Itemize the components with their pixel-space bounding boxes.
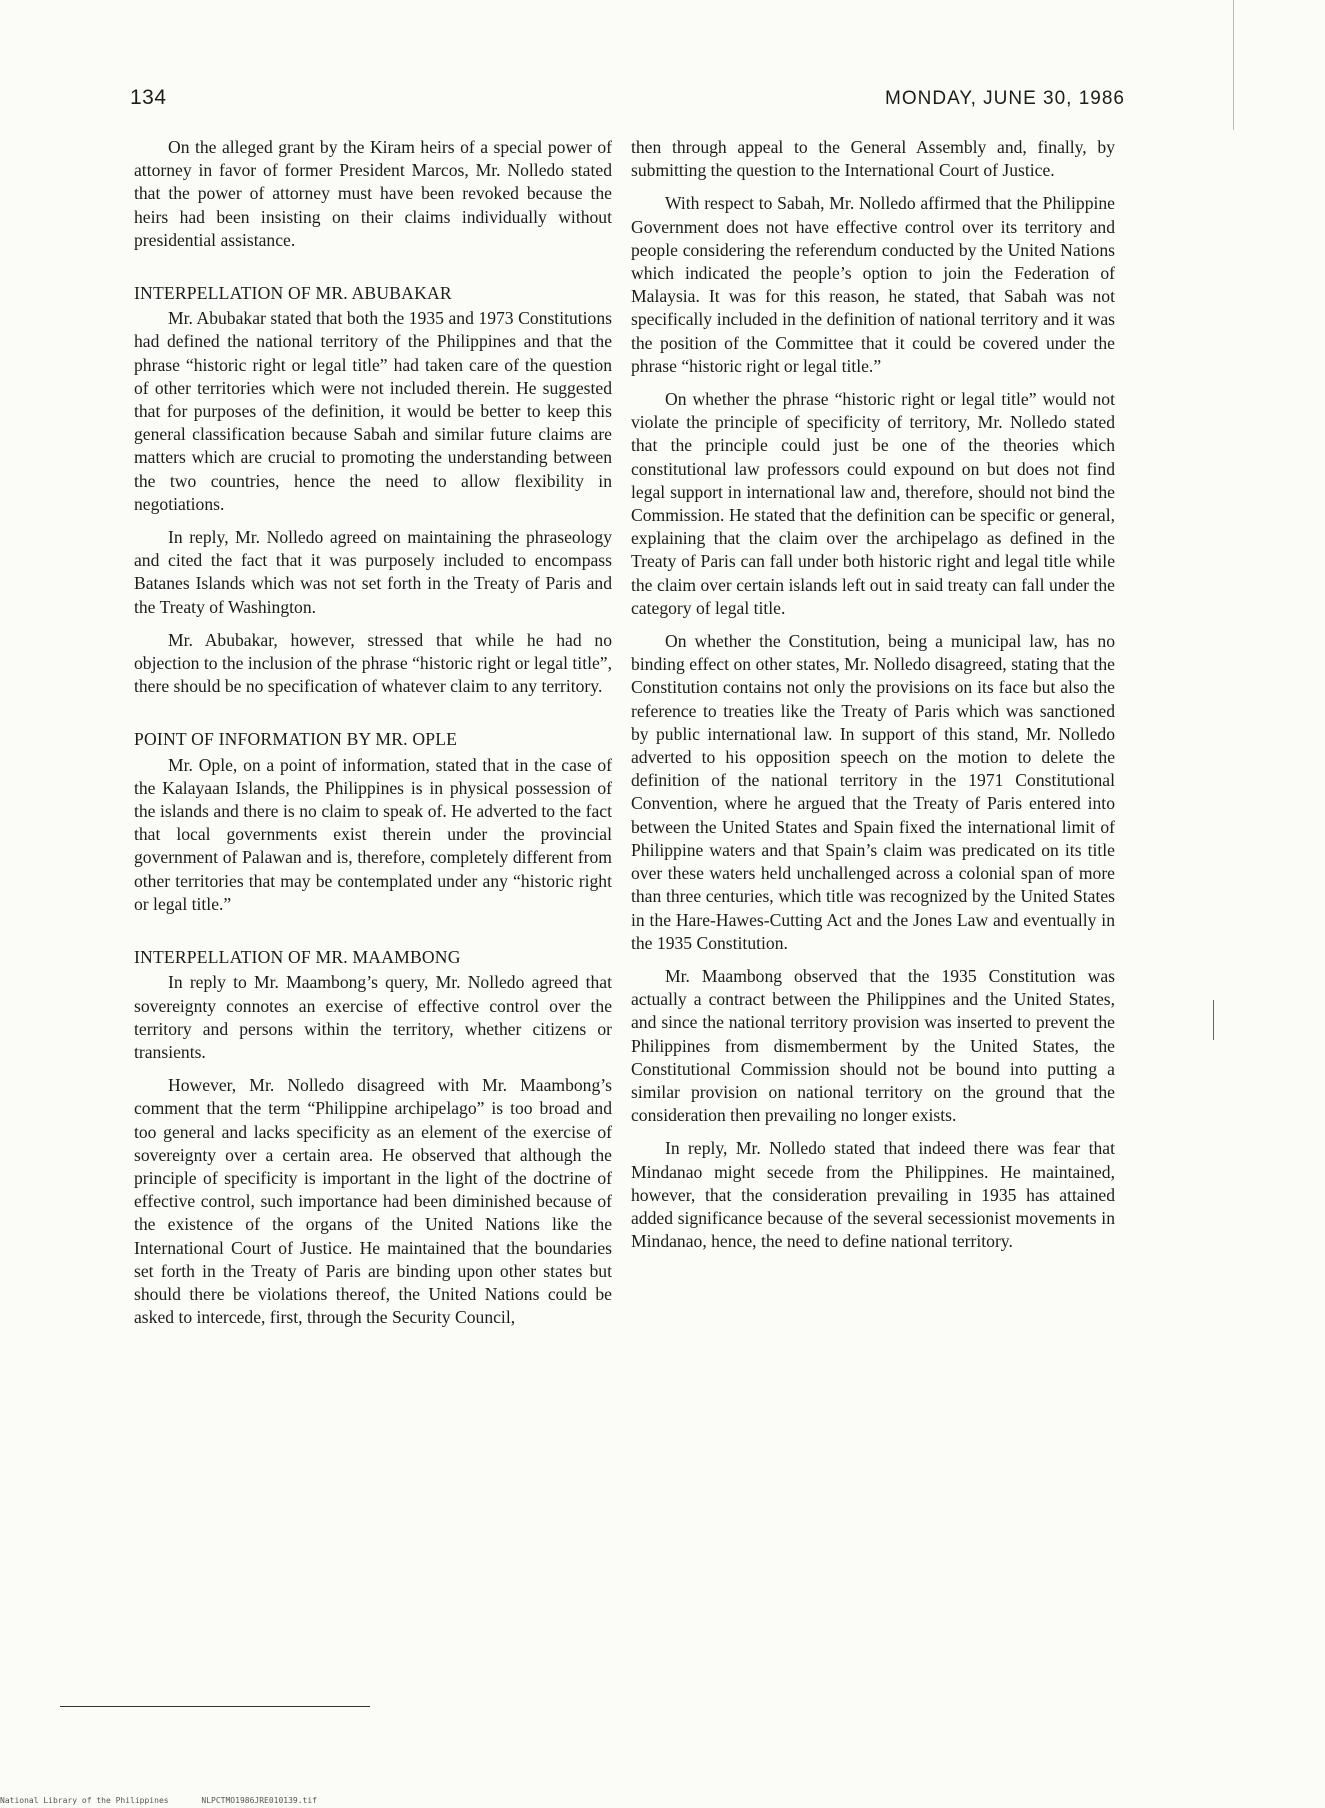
paragraph: On whether the phrase “historic right or legal title” would not violate the principle of specificity of territory, Mr. Nolledo stated that the principle could just be one of the theories which constitutional law professors could expound on but does not find legal support in international law and, therefore, should not bind the Commission. He stated that the definition can be specific or general, explaining that the claim over the archipelago as defined in the Treaty of Paris can fall under both historic right and legal title while the claim over certain islands left out in said treaty can fall under the category of legal title.: [631, 389, 1115, 618]
scan-edge-mark: [1213, 1000, 1214, 1040]
footnote-rule: [60, 1706, 370, 1707]
paragraph: On the alleged grant by the Kiram heirs of a special power of attorney in favor of former President Marcos, Mr. Nolledo stated that the power of attorney must have been revoked because the heirs had been insisting on their claims individually without presidential assistance.: [134, 137, 612, 250]
paragraph: Mr. Maambong observed that the 1935 Constitution was actually a contract between the Philippines and the United States, and since the national territory provision was inserted to prevent the Philippines from dismemberment by the United States, the Constitutional Commission should not be bound into putting a similar provision on national territory on the ground that the consideration then prevailing no longer exists.: [631, 965, 1115, 1126]
section-heading: POINT OF INFORMATION BY MR. OPLE: [134, 729, 458, 750]
paragraph: In reply, Mr. Nolledo agreed on maintaining the phraseology and cited the fact that it was purposely included to encompass Batanes Islands which was not set forth in the Treaty of Paris and the Treaty of Washington.: [134, 527, 612, 617]
paragraph: then through appeal to the General Assembly and, finally, by submitting the question to the International Court of Justice.: [631, 137, 1115, 181]
paragraph: On whether the Constitution, being a municipal law, has no binding effect on other states, Mr. Nolledo disagreed, stating that the Constitution contains not only the provisions on its face but also the reference to treaties like the Treaty of Paris which was sanctioned by public international law. In support of this stand, Mr. Nolledo adverted to his opposition speech on the motion to delete the definition of the national territory in the 1971 Constitutional Convention, where he argued that the Treaty of Paris entered into between the United States and Spain fixed the international limit of Philippine waters and that Spain’s claim was predicated on its title over these waters held unchallenged across a colonial span of more than three centuries, which title was recognized by the United States in the Hare-Hawes-Cutting Act and the Jones Law and eventually in the 1935 Constitution.: [631, 631, 1115, 953]
page-date: MONDAY, JUNE 30, 1986: [885, 88, 1125, 109]
left-column: [134, 136, 612, 1339]
section-heading: INTERPELLATION OF MR. ABUBAKAR: [134, 283, 452, 304]
file-name: NLPCTMO1986JRE010139.tif: [201, 1796, 317, 1805]
paragraph: With respect to Sabah, Mr. Nolledo affirmed that the Philippine Government does not have effective control over its territory and people considering the referendum conducted by the United Nations which indicated the people’s option to join the Federation of Malaysia. It was for this reason, he stated, that Sabah was not specifically included in the definition of national territory and it was the position of the Committee that it could be covered under the phrase “historic right or legal title.”: [631, 193, 1115, 376]
paragraph: In reply to Mr. Maambong’s query, Mr. Nolledo agreed that sovereignty connotes an exercise of effective control over the territory and persons within the territory, whether citizens or transients.: [134, 972, 612, 1062]
paragraph: Mr. Abubakar, however, stressed that while he had no objection to the inclusion of the phrase “historic right or legal title”, there should be no specification of whatever claim to any territory.: [134, 629, 612, 697]
paragraph: Mr. Ople, on a point of information, stated that in the case of the Kalayaan Islands, the Philippines is in physical possession of the islands and there is no claim to speak of. He adverted to the fact that local governments exist therein under the provincial government of Palawan and is, therefore, completely different from other territories that may be contemplated under any “historic right or legal title.”: [134, 754, 612, 914]
paragraph: However, Mr. Nolledo disagreed with Mr. Maambong’s comment that the term “Philippine archipelago” is too broad and too general and lacks specificity as an element of the exercise of sovereignty over a certain area. He observed that although the principle of specificity is important in the light of the doctrine of effective control, such importance had been diminished because of the existence of the organs of the United Nations like the International Court of Justice. He maintained that the boundaries set forth in the Treaty of Paris are binding upon other states but should there be violations thereof, the United Nations could be asked to intercede, first, through the Security Council,: [134, 1075, 612, 1328]
library-credit: National Library of the Philippines: [0, 1796, 169, 1805]
scan-edge-mark: [1233, 0, 1234, 130]
paragraph: In reply, Mr. Nolledo stated that indeed there was fear that Mindanao might secede from the Philippines. He maintained, however, that the consideration prevailing in 1935 has attained added significance because of the several secessionist movements in Mindanao, hence, the need to define national territory.: [631, 1138, 1115, 1252]
paragraph: Mr. Abubakar stated that both the 1935 and 1973 Constitutions had defined the national territory of the Philippines and that the phrase “historic right or legal title” had taken care of the question of other territories which were not included therein. He suggested that for purposes of the definition, it would be better to keep this general classification because Sabah and similar future claims are matters which are crucial to promoting the understanding between the two countries, hence the need to allow flexibility in negotiations.: [134, 308, 612, 514]
scan-footer: [0, 1796, 345, 1805]
right-column: [631, 136, 1115, 1263]
page-number: 134: [130, 86, 167, 109]
section-heading: INTERPELLATION OF MR. MAAMBONG: [134, 947, 461, 968]
